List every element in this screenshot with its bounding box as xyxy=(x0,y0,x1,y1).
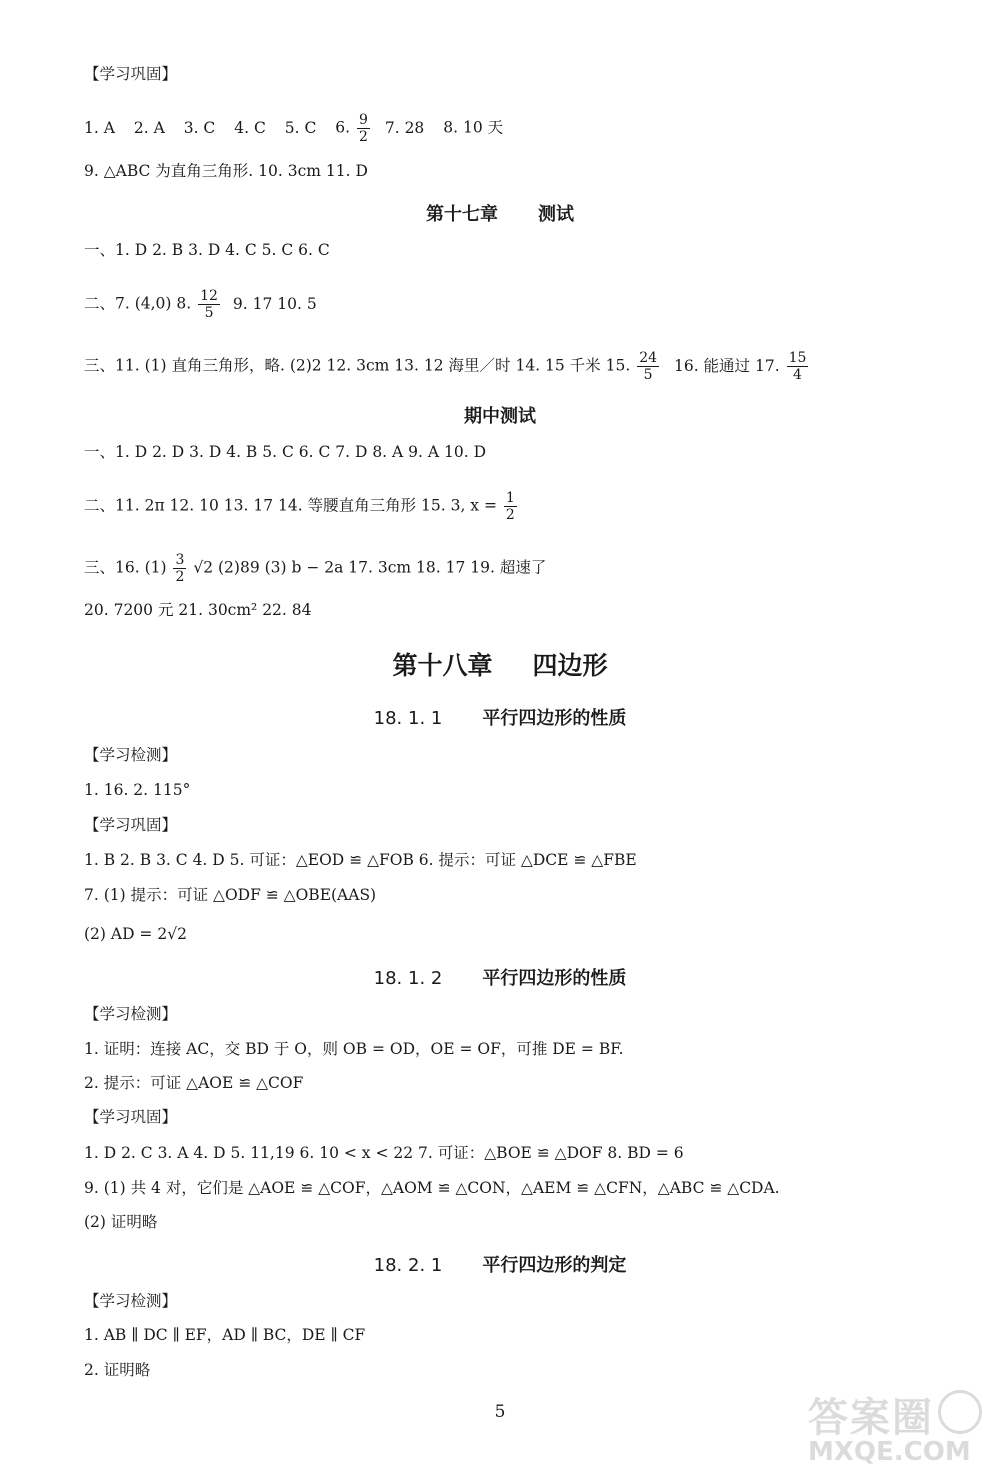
section-label-consolidate: 【学习巩固】 xyxy=(84,1108,178,1126)
fraction-numerator: 9 xyxy=(359,112,368,128)
fraction xyxy=(504,490,517,523)
answer-item: 2. A xyxy=(133,118,165,137)
watermark-mark: 答案圈 xyxy=(808,1395,934,1441)
answer-line: (2) AD = 2√2 xyxy=(84,925,187,943)
answer-line xyxy=(84,288,317,321)
section-label-consolidate: 【学习巩固】 xyxy=(84,65,178,83)
chapter-subtitle: 测试 xyxy=(538,204,574,225)
fraction-numerator: 12 xyxy=(200,288,218,304)
section-18-1-1-heading xyxy=(0,704,1000,730)
answer-line: 1. 证明：连接 AC，交 BD 于 O，则 OB = OD，OE = OF，可推 DE = BF. xyxy=(84,1040,624,1058)
answer-line xyxy=(84,552,546,585)
section-title: 平行四边形的性质 xyxy=(482,708,627,729)
section-label-check: 【学习检测】 xyxy=(84,1005,178,1023)
answer-item: 5. C xyxy=(284,118,317,137)
section-label-consolidate: 【学习巩固】 xyxy=(84,816,178,834)
answer-text: 16. 能通过 17. xyxy=(673,356,780,375)
answer-line: 一、1. D 2. B 3. D 4. C 5. C 6. C xyxy=(84,241,330,259)
section-number: 18. 2. 1 xyxy=(373,1255,443,1276)
fraction-denominator: 2 xyxy=(359,129,368,145)
fraction-denominator: 2 xyxy=(505,507,515,523)
chapter-17-test-heading xyxy=(0,200,1000,226)
answer-line: 1. 16. 2. 115° xyxy=(84,781,191,799)
answer-text: 二、7. (4,0) 8. xyxy=(84,294,192,313)
fraction-denominator: 4 xyxy=(793,367,802,383)
section-label-check: 【学习检测】 xyxy=(84,1292,178,1310)
answer-line: 1. AB ∥ DC ∥ EF，AD ∥ BC，DE ∥ CF xyxy=(84,1326,366,1344)
answer-text: 三、16. (1) xyxy=(84,558,167,577)
fraction-denominator: 5 xyxy=(204,305,214,321)
section-label-check: 【学习检测】 xyxy=(84,746,178,764)
answer-item: 3. C xyxy=(183,118,216,137)
answer-line: 1. B 2. B 3. C 4. D 5. 可证：△EOD ≌ △FOB 6. 提示：可证 △DCE ≌ △FBE xyxy=(84,851,637,869)
answer-line: 1. D 2. C 3. A 4. D 5. 11,19 6. 10 < x < 22 7. 可证：△BOE ≌ △DOF 8. BD = 6 xyxy=(84,1144,684,1162)
answer-text: 三、11. (1) 直角三角形，略. (2)2 12. 3cm 13. 12 海里／时 14. 15 千米 15. xyxy=(84,356,631,375)
fraction-denominator: 2 xyxy=(175,569,185,585)
watermark-badge-icon xyxy=(938,1390,982,1434)
answer-text: 9. 17 10. 5 xyxy=(232,294,317,313)
fraction-numerator: 3 xyxy=(175,552,185,568)
answer-line: 2. 证明略 xyxy=(84,1361,151,1379)
answer-text: √2 (2)89 (3) b − 2a 17. 3cm 18. 17 19. 超速了 xyxy=(193,558,547,577)
answer-line xyxy=(84,490,519,523)
fraction xyxy=(357,112,370,145)
section-number: 18. 1. 2 xyxy=(373,968,443,989)
chapter-subtitle: 四边形 xyxy=(532,651,608,680)
midterm-heading: 期中测试 xyxy=(464,406,536,427)
section-title: 平行四边形的判定 xyxy=(482,1255,627,1276)
fraction xyxy=(198,288,220,321)
answer-line: 7. (1) 提示：可证 △ODF ≌ △OBE(AAS) xyxy=(84,886,377,904)
answer-item: 8. 10 天 xyxy=(443,118,504,137)
section-18-1-2-heading xyxy=(0,964,1000,990)
answer-line: 20. 7200 元 21. 30cm² 22. 84 xyxy=(84,601,312,619)
chapter-title: 第十八章 xyxy=(392,651,493,680)
answer-line: (2) 证明略 xyxy=(84,1213,158,1231)
answer-item: 4. C xyxy=(234,118,266,137)
section-18-2-1-heading xyxy=(0,1251,1000,1277)
page-number: 5 xyxy=(494,1402,506,1422)
answer-item: 1. A xyxy=(84,118,115,137)
fraction-numerator: 24 xyxy=(639,350,658,366)
fraction-numerator: 15 xyxy=(788,350,807,366)
chapter-18-heading xyxy=(0,646,1000,682)
answer-line: 9. (1) 共 4 对，它们是 △AOE ≌ △COF，△AOM ≌ △CON，△AEM ≌ △CFN，△ABC ≌ △CDA. xyxy=(84,1179,780,1197)
fraction xyxy=(173,552,186,585)
chapter-title: 第十七章 xyxy=(426,204,498,225)
answer-line: 一、1. D 2. D 3. D 4. B 5. C 6. C 7. D 8. A 9. A 10. D xyxy=(84,443,486,461)
answer-line: 2. 提示：可证 △AOE ≌ △COF xyxy=(84,1074,304,1092)
answer-line xyxy=(84,112,503,145)
fraction xyxy=(787,350,809,383)
section-number: 18. 1. 1 xyxy=(373,708,443,729)
answer-text: 二、11. 2π 12. 10 13. 17 14. 等腰直角三角形 15. 3, x = xyxy=(84,496,497,515)
fraction xyxy=(637,350,659,383)
answer-item: 7. 28 xyxy=(384,118,425,137)
fraction-numerator: 1 xyxy=(505,490,515,506)
watermark xyxy=(808,1386,988,1467)
watermark-site: MXQE.COM xyxy=(808,1437,971,1467)
answer-line: 9. △ABC 为直角三角形. 10. 3cm 11. D xyxy=(84,162,368,180)
fraction-denominator: 5 xyxy=(643,367,653,383)
section-title: 平行四边形的性质 xyxy=(482,968,627,989)
answer-item: 6. xyxy=(335,118,351,137)
answer-line xyxy=(84,350,810,383)
